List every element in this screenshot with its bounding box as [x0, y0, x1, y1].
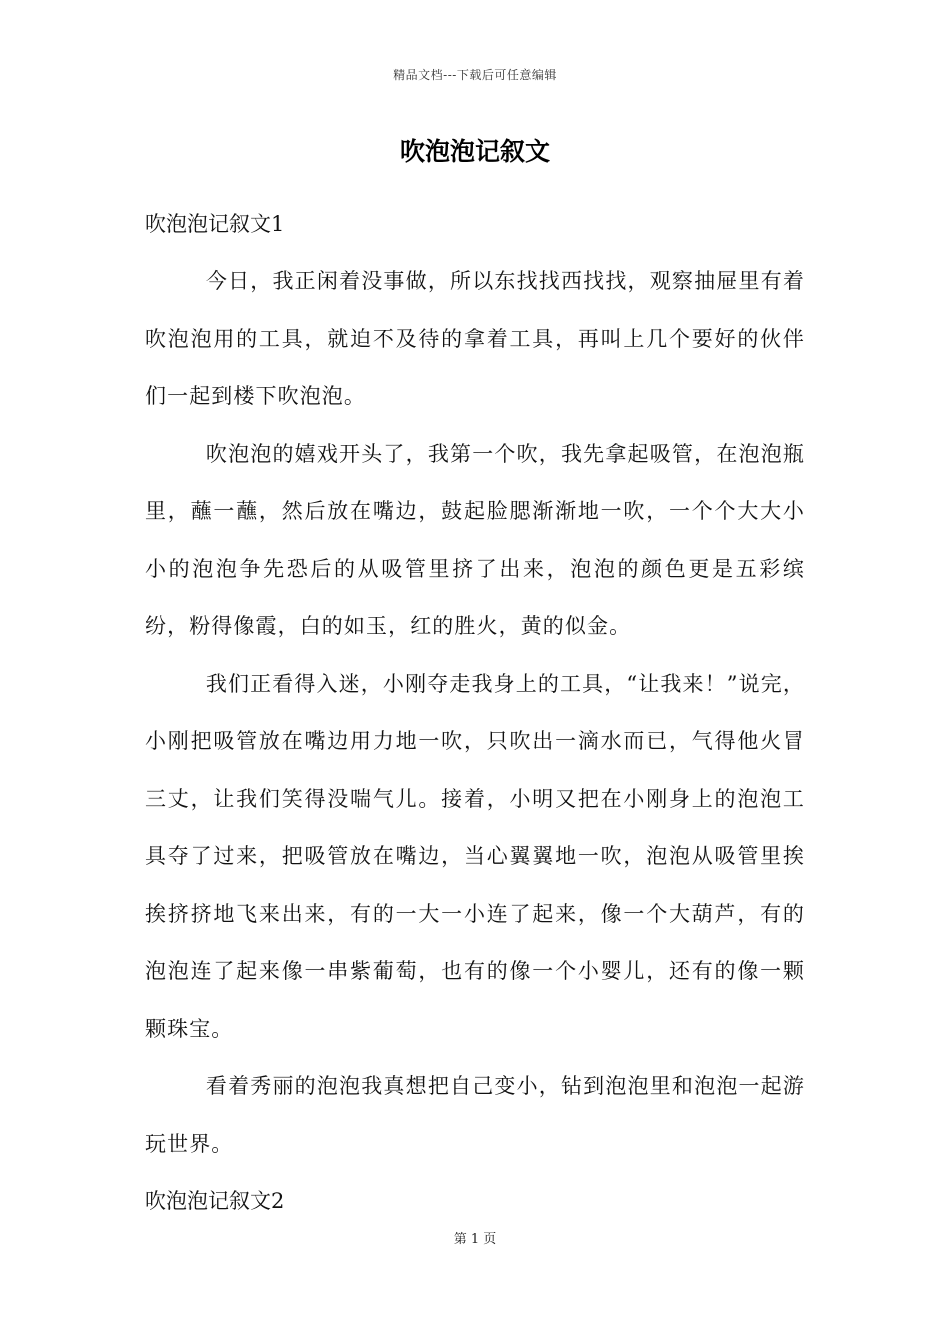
document-body: [145, 196, 805, 1230]
paragraph: 看着秀丽的泡泡我真想把自己变小，钻到泡泡里和泡泡一起游玩世界。: [145, 1074, 805, 1156]
document-title: 吹泡泡记叙文: [399, 137, 550, 166]
paragraph: 今日，我正闲着没事做，所以东找找西找找，观察抽屉里有着吹泡泡用的工具，就迫不及待的拿着工具，再叫上几个要好的伙伴们一起到楼下吹泡泡。: [145, 269, 805, 408]
section-heading: 吹泡泡记叙文1: [145, 212, 285, 236]
page-number: 第 1 页: [453, 1232, 497, 1247]
paragraph: 吹泡泡的嬉戏开头了，我第一个吹，我先拿起吸管，在泡泡瓶里，蘸一蘸，然后放在嘴边，鼓起脸腮渐渐地一吹，一个个大大小小的泡泡争先恐后的从吸管里挤了出来，泡泡的颜色更是五彩缤纷，粉得像霞，白的如玉，红的胜火，黄的似金。: [145, 441, 805, 638]
header-note: 精品文档---下载后可任意编辑: [393, 68, 557, 82]
paragraph: 我们正看得入迷，小刚夺走我身上的工具，“让我来！”说完，小刚把吸管放在嘴边用力地一吹，只吹出一滴水而已，气得他火冒三丈，让我们笑得没喘气儿。接着，小明又把在小刚身上的泡泡工具夺了过来，把吸管放在嘴边，当心翼翼地一吹，泡泡从吸管里挨挨挤挤地飞来出来，有的一大一小连了起来，像一个大葫芦，有的泡泡连了起来像一串紫葡萄，也有的像一个小婴儿，还有的像一颗颗珠宝。: [145, 671, 805, 1041]
section-heading: 吹泡泡记叙文2: [145, 1189, 285, 1213]
